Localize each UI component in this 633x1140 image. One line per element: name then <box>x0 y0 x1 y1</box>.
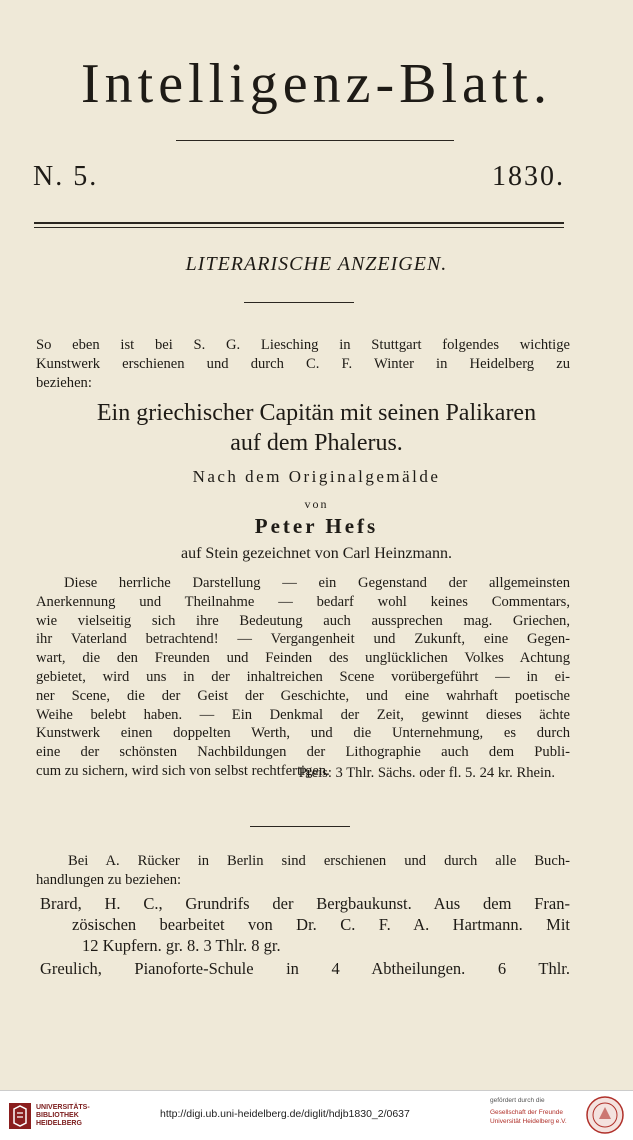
notice2-intro-line: Bei A. Rücker in Berlin sind erschienen und durch alle Buch- <box>68 853 570 869</box>
notice-separator <box>250 826 350 827</box>
permalink-url[interactable]: http://digi.ub.uni-heidelberg.de/diglit/hdjb1830_2/0637 <box>160 1108 410 1120</box>
masthead-rule <box>176 140 454 141</box>
issue-year: 1830. <box>492 161 565 192</box>
notice1-intro <box>36 336 570 392</box>
section-rule <box>244 302 354 303</box>
body-line: gebietet, wird uns in der inhaltreichen Scene vorübergeführt — in ei- <box>36 668 570 685</box>
sponsor-name-line: Universität Heidelberg e.V. <box>490 1118 567 1125</box>
artwork-von: von <box>304 497 329 511</box>
double-rule-top <box>34 222 564 224</box>
issue-number: N. 5. <box>33 161 99 192</box>
body-line: Kunstwerk einen doppelten Werth, und die Unternehmung, es durch <box>36 725 570 742</box>
body-line: Weihe belebt haben. — Ein Denkmal der Zeit, gewinnt dieses ächte <box>36 706 570 723</box>
body-line: wie vielseitig sich ihre Bedeutung auch aussprechen mag. Griechen, <box>36 612 570 629</box>
notice1-body <box>36 574 570 781</box>
body-line: wart, die den Freunden und Feinden des unglücklichen Volkes Achtung <box>36 650 570 667</box>
artwork-title-line2: auf dem Phalerus. <box>230 430 403 456</box>
book-entry-brard-cont: zösischen bearbeitet von Dr. C. F. A. Hartmann. Mit <box>72 915 570 934</box>
library-name-line: BIBLIOTHEK <box>36 1112 79 1119</box>
viewer-footer <box>0 1090 633 1140</box>
book-list <box>40 893 570 979</box>
double-rule-bottom <box>34 227 564 228</box>
artwork-lithographer: auf Stein gezeichnet von Carl Heinzmann. <box>180 545 452 562</box>
artwork-artist: Peter Hefs <box>254 514 379 538</box>
notice2-intro <box>36 852 570 890</box>
book-entry-brard-cont: 12 Kupfern. gr. 8. 3 Thlr. 8 gr. <box>82 936 281 955</box>
book-entry-brard: Brard, H. C., Grundrifs der Bergbaukunst. Aus dem Fran- <box>40 894 570 913</box>
section-heading: LITERARISCHE ANZEIGEN. <box>185 253 448 275</box>
university-library-logo-icon <box>8 1101 32 1131</box>
body-line: cum zu sichern, wird sich von selbst rechtfertigen. <box>36 762 330 779</box>
body-line: ihr Vaterland betrachtend! — Vergangenheit und Zukunft, eine Gegen- <box>36 631 570 648</box>
body-line: Diese herrliche Darstellung — ein Gegenstand der allgemeinsten <box>64 575 570 591</box>
sponsor-seal-icon <box>585 1095 625 1135</box>
artwork-after: Nach dem Originalgemälde <box>192 467 441 486</box>
sponsor-name-line: Gesellschaft der Freunde <box>490 1109 563 1116</box>
library-name-line: HEIDELBERG <box>36 1120 82 1127</box>
library-name-line: UNIVERSITÄTS- <box>36 1104 90 1111</box>
masthead-title: Intelligenz-Blatt. <box>81 53 552 115</box>
notice1-intro-line: So eben ist bei S. G. Liesching in Stuttgart folgendes wichtige <box>36 337 570 353</box>
notice1-intro-line: Kunstwerk erschienen und durch C. F. Winter in Heidelberg zu <box>36 355 570 372</box>
body-line: ner Scene, die der Geist der Geschichte, und eine wahrhaft poetische <box>36 687 570 704</box>
artwork-title-line1: Ein griechischer Capitän mit seinen Palikaren <box>96 400 537 426</box>
notice2-intro-line: handlungen zu beziehen: <box>36 871 182 888</box>
notice1-intro-line: beziehen: <box>36 374 92 391</box>
sponsor-label: gefördert durch die <box>490 1097 545 1104</box>
book-entry-greulich: Greulich, Pianoforte-Schule in 4 Abtheilungen. 6 Thlr. <box>40 959 570 978</box>
body-line: Anerkennung und Theilnahme — bedarf wohl keines Commentars, <box>36 593 570 610</box>
price-line: Preis: 3 Thlr. Sächs. oder fl. 5. 24 kr. Rhein. <box>298 765 555 781</box>
sponsor-credit <box>490 1096 567 1126</box>
body-line: eine der schönsten Nachbildungen der Lithographie auch dem Publi- <box>36 744 570 761</box>
library-name <box>36 1104 90 1128</box>
